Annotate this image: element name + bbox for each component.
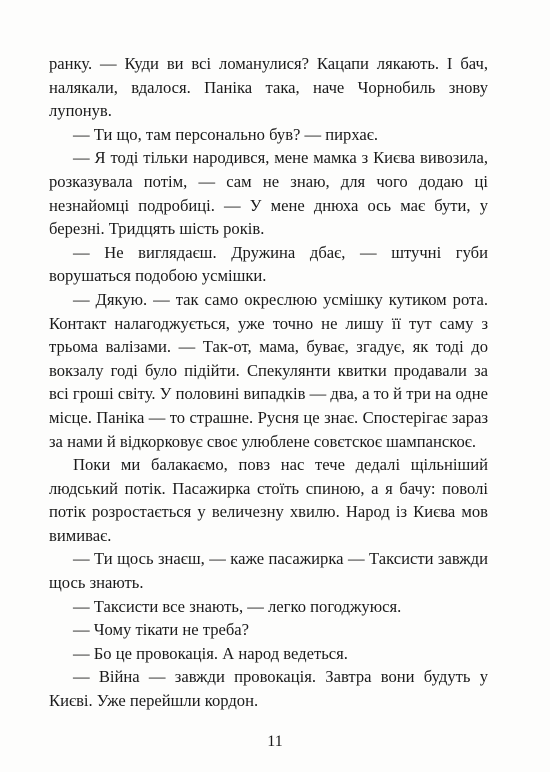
dialogue-line: — Бо це провокація. А народ ведеться. bbox=[73, 643, 348, 663]
dialogue-line: — Ти що, там персонально був? — пирхає. bbox=[73, 124, 379, 144]
page-text bbox=[49, 52, 488, 713]
dialogue-line: — Я тоді тільки народився, мене мамка з Києва вивозила, розказувала потім, — сам не знаю, для чого додаю ці незнайомці подробиці. — У мене днюха ось має бути, у березні. Тридцять шість років. bbox=[49, 148, 488, 239]
dialogue-line: — Дякую. — так само окреслюю усмішку кутиком рота. Контакт налагоджується, уже точно не лишу її тут саму з трьома валізами. — Так-от, мама, буває, згадує, як тоді до вокзалу годі було підійти. Спекулянти квитки продавали за всі гроші світу. У половині випадків — два, а то й три на одне місце. Паніка — то страшне. Русня це знає. Спостерігає зараз за нами й відкорковує своє улюблене совєтскоє шампанскоє. bbox=[49, 289, 488, 451]
dialogue-line: — Не виглядаєш. Дружина дбає, — штучні губи ворушаться подобою усмішки. bbox=[49, 242, 488, 286]
dialogue-line: — Війна — завжди провокація. Завтра вони будуть у Києві. Уже перейшли кордон. bbox=[49, 667, 488, 711]
narrative-paragraph: Поки ми балакаємо, повз нас тече дедалі щільніший людський потік. Пасажирка стоїть спиною, а я бачу: поволі потік розростається у величезну хвилю. Народ із Києва мов вимиває. bbox=[49, 455, 488, 545]
dialogue-line: — Чому тікати не треба? bbox=[73, 620, 250, 640]
dialogue-line: — Таксисти все знають, — легко погоджуюся. bbox=[73, 596, 402, 616]
dialogue-line: — Ти щось знаєш, — каже пасажирка — Таксисти завжди щось знають. bbox=[49, 549, 488, 593]
page-number: 11 bbox=[267, 733, 283, 750]
paragraph-continuation: ранку. — Куди ви всі ломанулися? Кацапи лякають. І бач, налякали, вдалося. Паніка така, наче Чорнобиль знову лупонув. bbox=[49, 54, 488, 121]
